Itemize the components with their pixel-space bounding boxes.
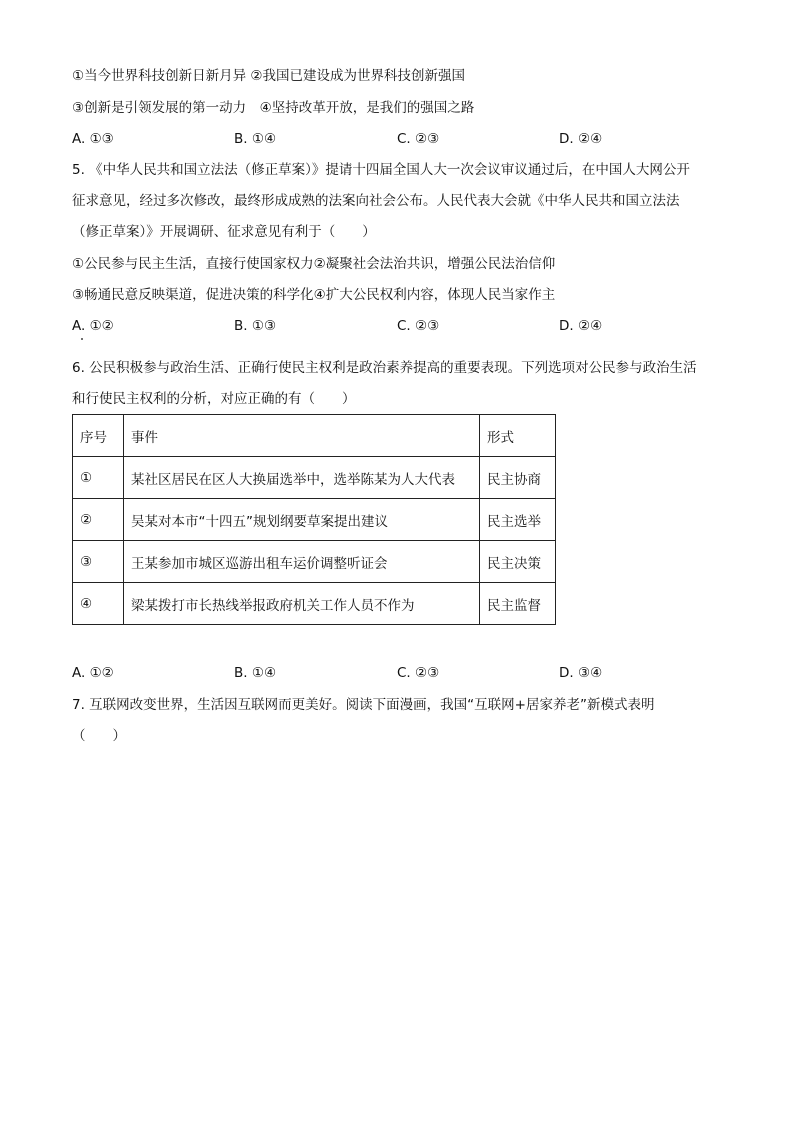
header-cell-index: 序号: [73, 415, 124, 457]
table-row: [73, 499, 556, 541]
cell-index: ④: [73, 583, 124, 625]
q6-table: [72, 414, 556, 625]
prev-statements-line-1: ①当今世界科技创新日新月异 ②我国已建设成为世界科技创新强国: [72, 68, 465, 84]
q6-option-a[interactable]: A. ①②: [72, 665, 114, 681]
cell-form: 民主监督: [480, 583, 556, 625]
cell-form: 民主选举: [480, 499, 556, 541]
prev-option-c[interactable]: C. ②③: [397, 131, 440, 147]
table-header-row: [73, 415, 556, 457]
q6-option-b[interactable]: B. ①④: [234, 665, 277, 681]
prev-option-b[interactable]: B. ①④: [234, 131, 277, 147]
cell-index: ③: [73, 541, 124, 583]
prev-statements-line-2: ③创新是引领发展的第一动力 ④坚持改革开放，是我们的强国之路: [72, 100, 475, 116]
table-row: [73, 583, 556, 625]
stray-dot: [81, 338, 83, 340]
cell-event: 吴某对本市“十四五”规划纲要草案提出建议: [124, 499, 480, 541]
q5-options: [72, 316, 732, 336]
header-cell-form: 形式: [480, 415, 556, 457]
cell-event: 王某参加市城区巡游出租车运价调整听证会: [124, 541, 480, 583]
cell-index: ②: [73, 499, 124, 541]
prev-option-a[interactable]: A. ①③: [72, 131, 114, 147]
q7-stem-line-2: （ ）: [72, 728, 126, 744]
table-row: [73, 541, 556, 583]
cell-form: 民主决策: [480, 541, 556, 583]
q6-stem-line-1: 6. 公民积极参与政治生活、正确行使民主权利是政治素养提高的重要表现。下列选项对公民参与政治生活: [72, 360, 697, 376]
q5-option-a[interactable]: A. ①②: [72, 318, 114, 334]
q5-option-c[interactable]: C. ②③: [397, 318, 440, 334]
cell-event: 梁某拨打市长热线举报政府机关工作人员不作为: [124, 583, 480, 625]
q6-stem-line-2: 和行使民主权利的分析，对应正确的有（ ）: [72, 391, 356, 407]
table-row: [73, 457, 556, 499]
prev-options: [72, 129, 732, 149]
prev-option-d[interactable]: D. ②④: [559, 131, 603, 147]
q5-option-b[interactable]: B. ①③: [234, 318, 277, 334]
cell-form: 民主协商: [480, 457, 556, 499]
q6-option-d[interactable]: D. ③④: [559, 665, 603, 681]
cell-index: ①: [73, 457, 124, 499]
q6-option-c[interactable]: C. ②③: [397, 665, 440, 681]
q5-stem-line-3: （修正草案）》开展调研、征求意见有利于（ ）: [72, 224, 376, 240]
q7-stem-line-1: 7. 互联网改变世界，生活因互联网而更美好。阅读下面漫画，我国“互联网+居家养老”新模式表明: [72, 697, 655, 713]
q5-stem-line-1: 5. 《中华人民共和国立法法（修正草案）》提请十四届全国人大一次会议审议通过后，在中国人大网公开: [72, 162, 690, 178]
q5-statements-line-2: ③畅通民意反映渠道，促进决策的科学化④扩大公民权利内容，体现人民当家作主: [72, 287, 556, 303]
q5-option-d[interactable]: D. ②④: [559, 318, 603, 334]
cell-event: 某社区居民在区人大换届选举中，选举陈某为人大代表: [124, 457, 480, 499]
header-cell-event: 事件: [124, 415, 480, 457]
q5-stem-line-2: 征求意见，经过多次修改，最终形成成熟的法案向社会公布。人民代表大会就《中华人民共和国立法法: [72, 193, 680, 209]
q6-options: [72, 663, 732, 683]
q5-statements-line-1: ①公民参与民主生活，直接行使国家权力②凝聚社会法治共识，增强公民法治信仰: [72, 256, 556, 272]
